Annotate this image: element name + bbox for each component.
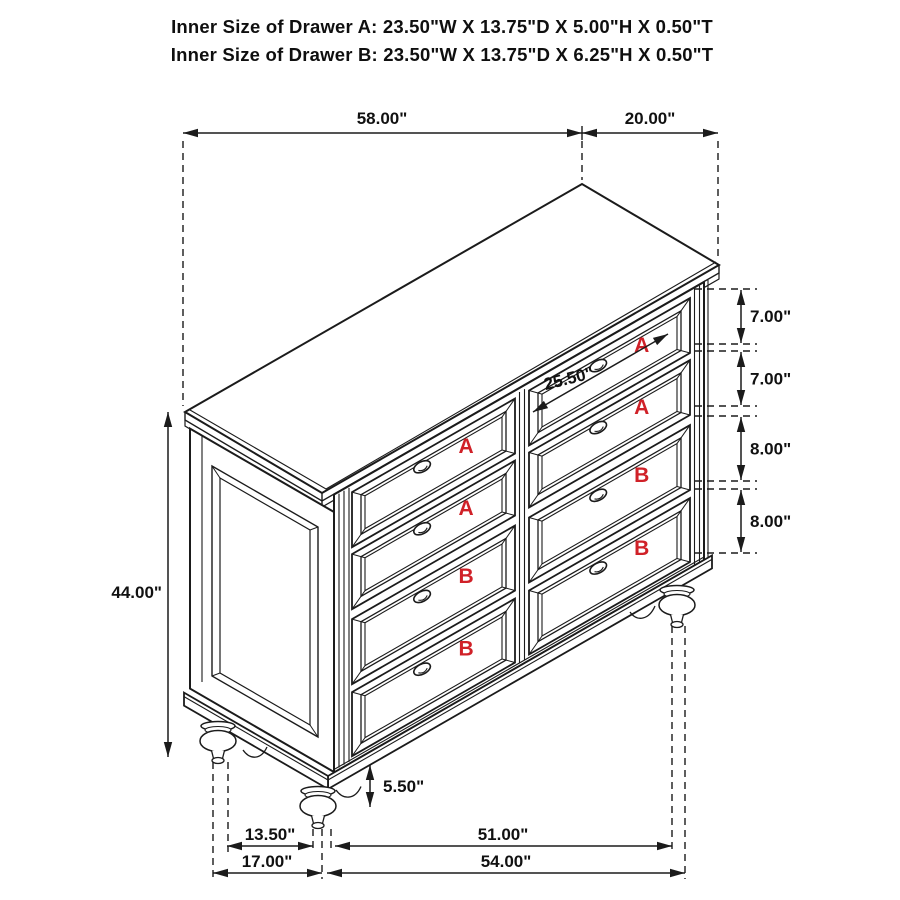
dim-label-drawer-width: 25.50" xyxy=(541,363,596,395)
drawer-letter-left_column-2: A xyxy=(458,496,474,520)
dimension-arrowhead xyxy=(737,465,745,480)
dimension-arrowhead xyxy=(737,328,745,343)
dimension-arrowhead xyxy=(183,129,198,137)
dimension-arrowhead xyxy=(657,842,672,850)
dimension-arrowhead xyxy=(737,537,745,552)
apron-bracket xyxy=(336,787,361,798)
drawer-a-size-line: Inner Size of Drawer A: 23.50"W X 13.75"D X 5.00"H X 0.50"T xyxy=(171,16,713,37)
dim-label-drawer-height-4: 8.00" xyxy=(750,512,792,531)
drawer-letter-left_column-4: B xyxy=(458,637,474,661)
dim-label-drawer-height-2: 7.00" xyxy=(750,369,792,389)
bun-foot-leg xyxy=(659,586,695,628)
dimension-arrowhead xyxy=(737,390,745,405)
dimension-arrowhead xyxy=(737,352,745,367)
drawer-b-size-line: Inner Size of Drawer B: 23.50"W X 13.75"D X 6.25"H X 0.50"T xyxy=(170,44,714,65)
dimension-arrowhead xyxy=(366,792,374,807)
drawer-letter-left_column-3: B xyxy=(458,565,474,589)
dim-label-foot-width-inner: 51.00" xyxy=(477,825,529,844)
dimension-arrowhead xyxy=(582,129,597,137)
dimension-arrowhead xyxy=(227,842,242,850)
dimension-arrowhead xyxy=(298,842,313,850)
dim-label-foot-width-outer: 54.00" xyxy=(480,852,532,871)
leg-tip xyxy=(312,823,324,829)
dimension-arrowhead xyxy=(567,129,582,137)
leg-bulge xyxy=(300,796,336,817)
dim-label-overall-height: 44.00" xyxy=(111,583,162,602)
drawer-letter-right_column-1: A xyxy=(634,333,650,357)
leg-bulge xyxy=(659,595,695,616)
dim-label-top-width: 58.00" xyxy=(356,109,408,128)
drawer-letter-right_column-2: A xyxy=(634,395,650,419)
leg-tip xyxy=(671,622,683,628)
dim-label-foot-depth-inner: 13.50" xyxy=(244,825,296,844)
dim-label-top-depth: 20.00" xyxy=(624,109,676,128)
dimension-arrowhead xyxy=(737,490,745,505)
bun-foot-leg xyxy=(300,787,336,829)
dim-label-drawer-height-3: 8.00" xyxy=(750,439,792,459)
dimension-arrowhead xyxy=(670,869,685,877)
dim-label-foot-depth-outer: 17.00" xyxy=(241,852,293,871)
dimension-arrowhead xyxy=(164,412,172,427)
dim-label-leg-height: 5.50" xyxy=(383,777,425,796)
dimension-arrowhead xyxy=(307,869,322,877)
drawer-letter-left_column-1: A xyxy=(458,434,474,458)
dimension-arrowhead xyxy=(213,869,228,877)
leg-bulge xyxy=(200,731,236,752)
dimension-arrowhead xyxy=(164,742,172,757)
dimension-arrowhead xyxy=(737,290,745,305)
dresser-drawing xyxy=(184,184,719,829)
dimension-arrowhead xyxy=(737,417,745,432)
dimension-arrowhead xyxy=(335,842,350,850)
drawer-letter-right_column-4: B xyxy=(634,536,650,560)
bun-foot-leg xyxy=(200,722,236,764)
dimension-arrowhead xyxy=(327,869,342,877)
dim-label-drawer-height-1: 7.00" xyxy=(750,307,792,326)
leg-tip xyxy=(212,758,224,764)
drawer-letter-right_column-3: B xyxy=(634,464,650,488)
dimension-arrowhead xyxy=(703,129,718,137)
